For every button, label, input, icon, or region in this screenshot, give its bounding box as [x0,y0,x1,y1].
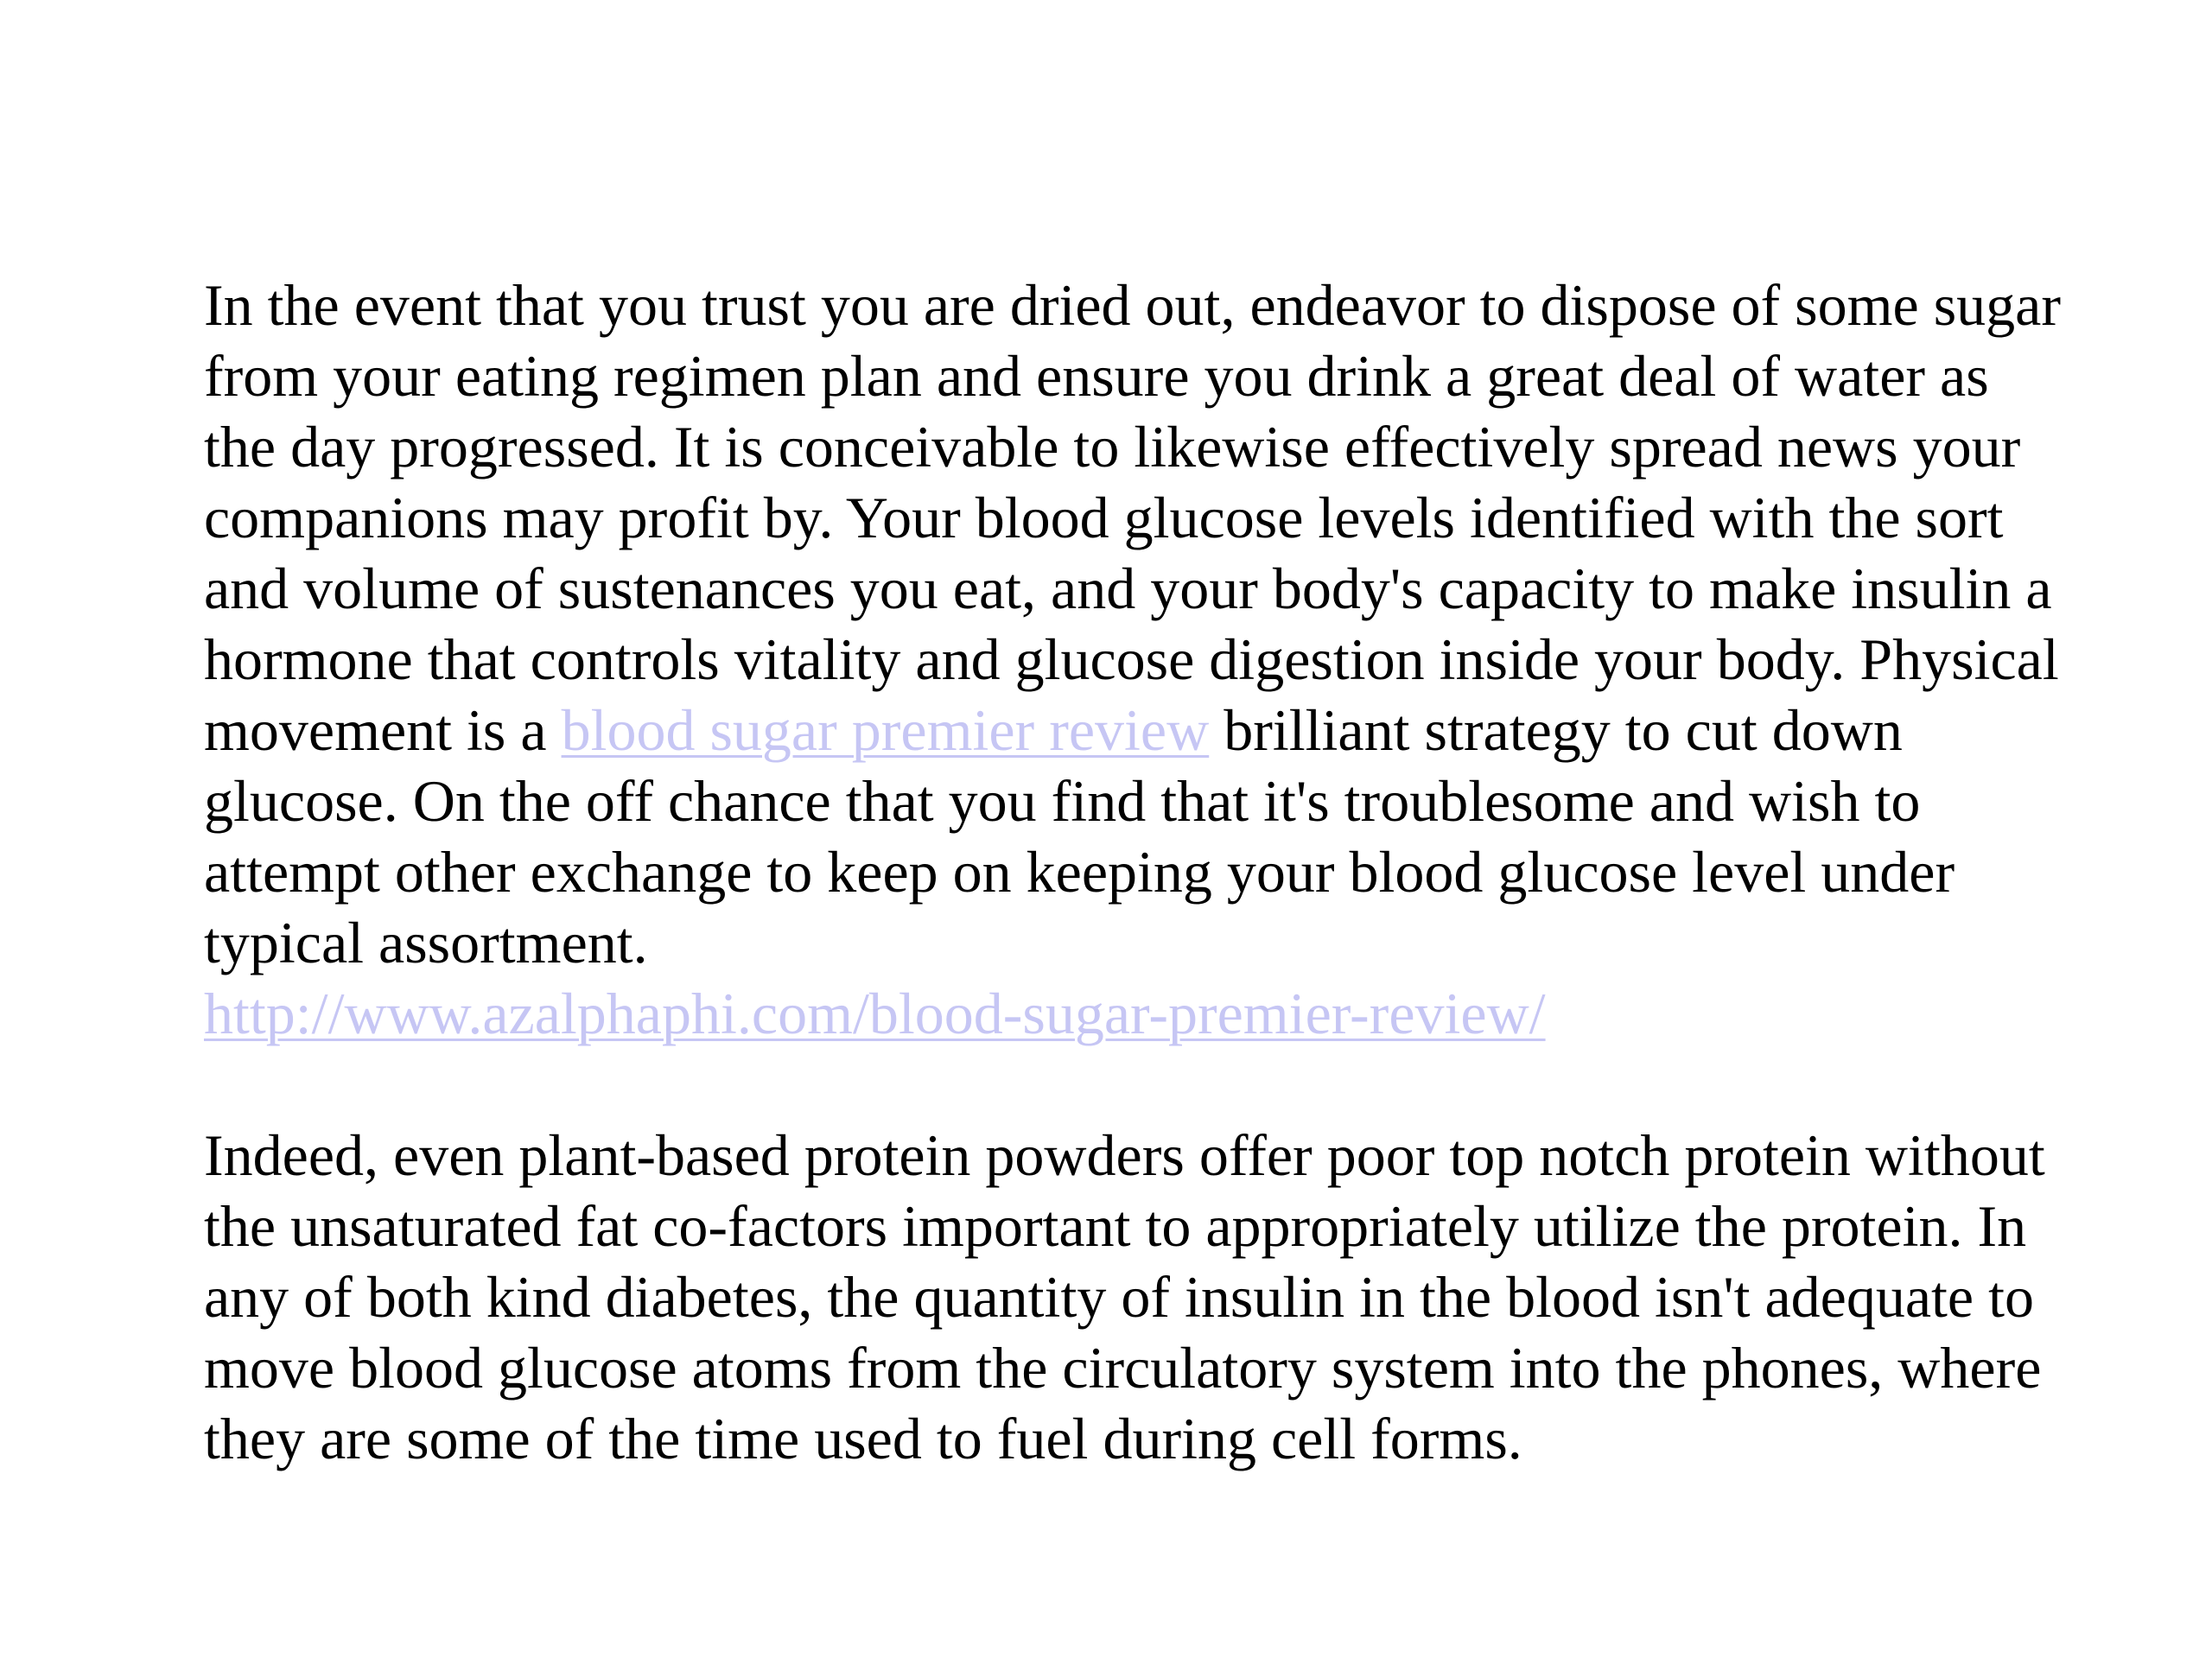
paragraph-2: Indeed, even plant-based protein powders offer poor top notch protein without the unsaturated fat co-factors important to appropriately utilize the protein. In any of both kind diabetes, the quantity of insulin in the blood isn't adequate to move blood glucose atoms from the circulatory system into the phones, where they are some of the time used to fuel during cell forms. [204,1122,2045,1471]
document-body [204,270,2062,1474]
azalphaphi-url-link[interactable]: http://www.azalphaphi.com/blood-sugar-premier-review/ [204,981,1546,1046]
paragraph-1-text-before-link: In the event that you trust you are dried out, endeavor to dispose of some sugar from your eating regimen plan and ensure you drink a great deal of water as the day progressed. It is conceivable to likewise effectively spread news your companions may profit by. Your blood glucose levels identified with the sort and volume of sustenances you eat, and your body's capacity to make insulin a hormone that controls vitality and glucose digestion inside your body. Physical movement is a [204,272,2062,763]
paragraph-1-text-after-link: brilliant strategy to cut down glucose. On the off chance that you find that it's troublesome and wish to attempt other exchange to keep on keeping your blood glucose level under typical assortment. [204,697,1955,975]
paragraph-1 [204,270,2062,1049]
blood-sugar-premier-review-link[interactable]: blood sugar premier review [561,697,1210,763]
